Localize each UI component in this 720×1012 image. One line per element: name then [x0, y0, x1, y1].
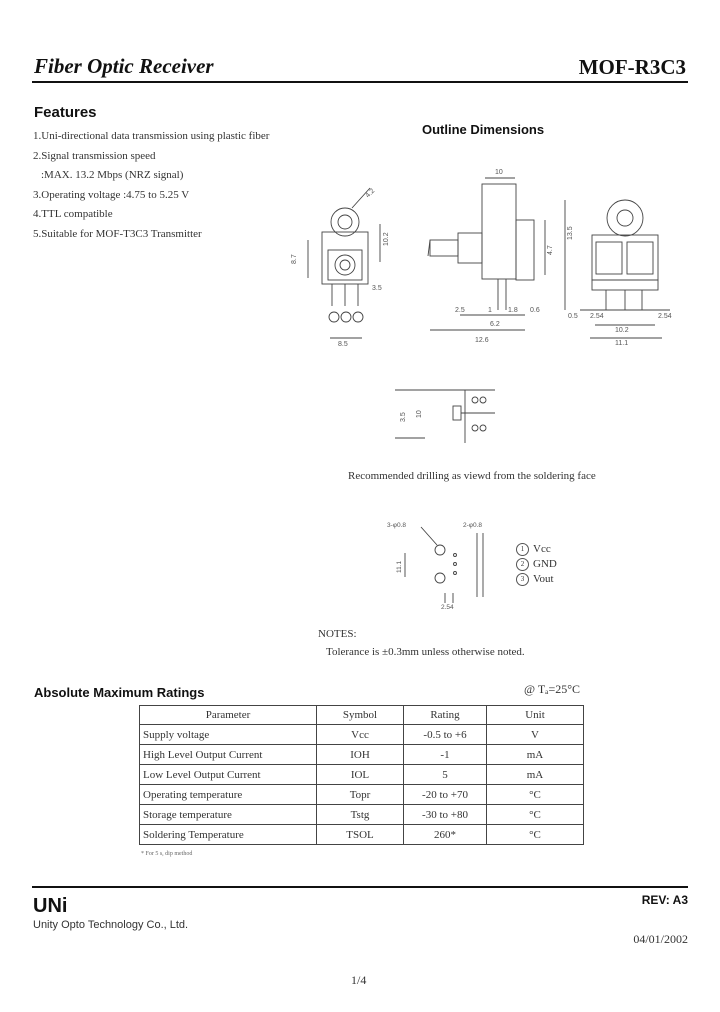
- cell-symbol: Topr: [317, 785, 404, 805]
- cell-unit: °C: [487, 785, 584, 805]
- footer-rule: [32, 886, 688, 888]
- feature-item: :MAX. 13.2 Mbps (NRZ signal): [41, 169, 184, 182]
- pin-name: Vcc: [533, 543, 551, 555]
- dim-label: 6.2: [490, 321, 500, 328]
- cell-rating: -20 to +70: [404, 785, 487, 805]
- cell-symbol: Tstg: [317, 805, 404, 825]
- dim-label: 10: [495, 169, 503, 176]
- front-view: [308, 188, 380, 338]
- cell-symbol: TSOL: [317, 825, 404, 845]
- pin-item: [516, 542, 557, 557]
- dim-label: 0.6: [530, 307, 540, 314]
- revision: REV: A3: [641, 893, 688, 907]
- column-header: Parameter: [140, 706, 317, 725]
- pin-legend: [516, 542, 557, 587]
- company-name: Unity Opto Technology Co., Ltd.: [33, 919, 189, 931]
- dim-label: 13.5: [567, 226, 574, 240]
- pin-number-icon: 1: [516, 543, 529, 556]
- cell-rating: -30 to +80: [404, 805, 487, 825]
- cell-parameter: Soldering Temperature: [140, 825, 317, 845]
- table-header-row: [140, 706, 584, 725]
- dim-label: 1: [488, 307, 492, 314]
- feature-item: 2.Signal transmission speed: [33, 149, 156, 162]
- dim-label: 8.5: [338, 341, 348, 348]
- cell-parameter: Supply voltage: [140, 725, 317, 745]
- dim-label: 11.1: [615, 340, 629, 347]
- logo-text: UNi: [33, 895, 68, 915]
- dim-label: 3.5: [400, 412, 407, 422]
- pin-item: [516, 572, 557, 587]
- document-title: Fiber Optic Receiver: [34, 54, 214, 78]
- cell-unit: °C: [487, 805, 584, 825]
- outline-heading: Outline Dimensions: [422, 122, 545, 137]
- drilling-hole-drawing: [385, 515, 500, 610]
- cell-unit: °C: [487, 825, 584, 845]
- dim-label: 2-φ0.8: [463, 522, 483, 529]
- features-list: [33, 127, 269, 245]
- feature-item: 1.Uni-directional data transmission using plastic fiber: [33, 130, 270, 142]
- side-view: [428, 178, 565, 330]
- cell-unit: V: [487, 725, 584, 745]
- table-row: [140, 745, 584, 765]
- table-row: [140, 825, 584, 845]
- dim-label: 4.7: [547, 245, 554, 255]
- cell-rating: 260*: [404, 825, 487, 845]
- notes-heading: NOTES:: [318, 628, 357, 640]
- dim-label: 2.54: [590, 313, 604, 320]
- dim-label: 10: [416, 410, 423, 418]
- cell-rating: -1: [404, 745, 487, 765]
- cell-parameter: Storage temperature: [140, 805, 317, 825]
- header-rule: [32, 81, 688, 83]
- table-row: [140, 765, 584, 785]
- ratings-table: [139, 705, 584, 845]
- dim-label: 2.54: [658, 313, 672, 320]
- column-header: Symbol: [317, 706, 404, 725]
- company-logo: [33, 895, 77, 915]
- page-number: 1/4: [351, 973, 367, 987]
- cell-symbol: IOH: [317, 745, 404, 765]
- ratings-heading: Absolute Maximum Ratings: [34, 685, 205, 700]
- table-row: [140, 725, 584, 745]
- dim-label: 8.7: [291, 254, 298, 264]
- dim-label: 1.8: [508, 307, 518, 314]
- feature-item: 5.Suitable for MOF-T3C3 Transmitter: [33, 227, 202, 240]
- pin-number-icon: 3: [516, 573, 529, 586]
- part-number: MOF-R3C3: [578, 55, 686, 79]
- drilling-caption: Recommended drilling as viewd from the soldering face: [348, 470, 596, 482]
- features-heading: Features: [34, 104, 97, 121]
- pin-item: [516, 557, 557, 572]
- dim-label: 12.6: [475, 337, 489, 344]
- pin-name: GND: [533, 558, 557, 570]
- ratings-condition: @ Tₐ=25°C: [524, 682, 581, 696]
- notes-body: Tolerance is ±0.3mm unless otherwise noted.: [326, 646, 525, 658]
- dim-label: 11.1: [396, 560, 403, 573]
- column-header: Rating: [404, 706, 487, 725]
- feature-item: 4.TTL compatible: [33, 208, 113, 221]
- outline-drawing: [290, 160, 690, 355]
- dim-label: 0.5: [568, 313, 578, 320]
- column-header: Unit: [487, 706, 584, 725]
- cell-symbol: Vcc: [317, 725, 404, 745]
- cell-rating: -0.5 to +6: [404, 725, 487, 745]
- dim-label: 3-φ0.8: [387, 522, 407, 529]
- dim-label: 10.2: [383, 232, 390, 246]
- pin-name: Vout: [533, 573, 554, 585]
- document-date: 04/01/2002: [633, 932, 688, 946]
- cell-rating: 5: [404, 765, 487, 785]
- dim-label: 4.2: [364, 187, 377, 200]
- table-row: [140, 805, 584, 825]
- cell-parameter: Operating temperature: [140, 785, 317, 805]
- drilling-side-drawing: [395, 388, 505, 448]
- table-row: [140, 785, 584, 805]
- cell-parameter: Low Level Output Current: [140, 765, 317, 785]
- ratings-footnote: * For 5 s, dip method: [141, 851, 193, 857]
- pin-number-icon: 2: [516, 558, 529, 571]
- dim-label: 2.5: [455, 307, 465, 314]
- dim-label: 2.54: [441, 604, 454, 610]
- cell-unit: mA: [487, 745, 584, 765]
- cell-unit: mA: [487, 765, 584, 785]
- dim-label: 3.5: [372, 285, 382, 292]
- dim-label: 10.2: [615, 327, 629, 334]
- feature-item: 3.Operating voltage :4.75 to 5.25 V: [33, 188, 190, 201]
- cell-parameter: High Level Output Current: [140, 745, 317, 765]
- cell-symbol: IOL: [317, 765, 404, 785]
